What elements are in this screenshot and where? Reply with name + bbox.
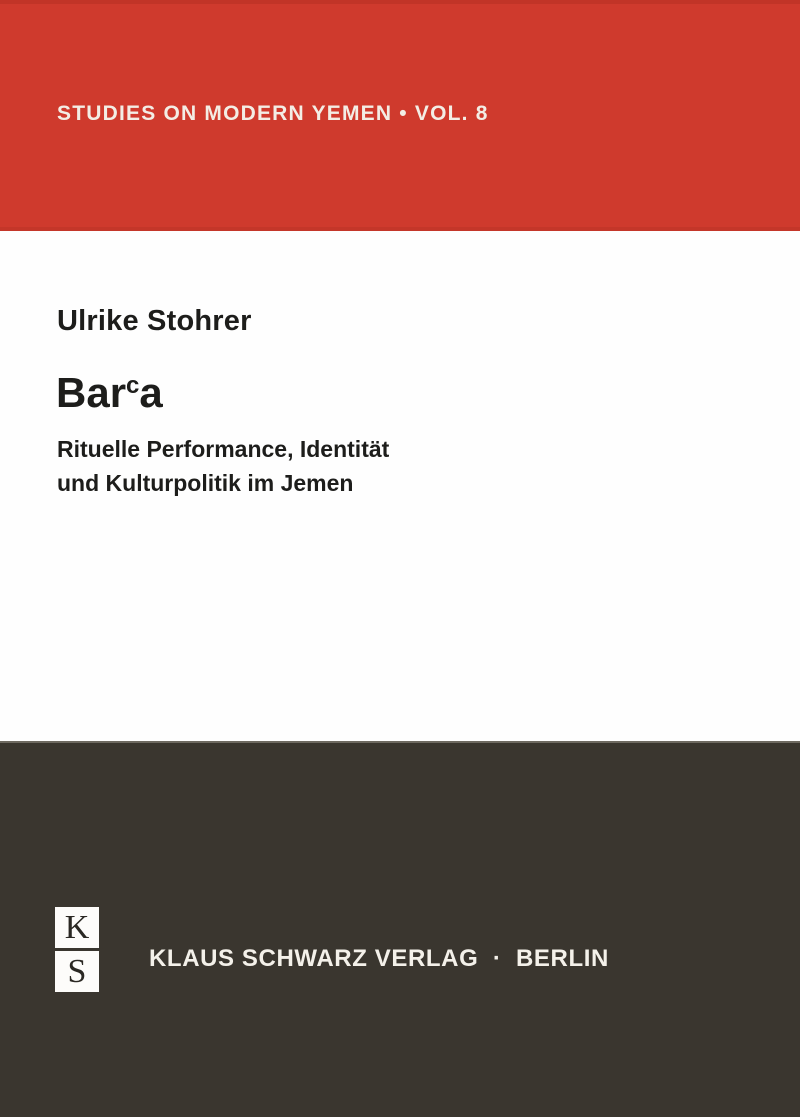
author-name: Ulrike Stohrer [57,305,252,337]
publisher-logo [55,907,99,995]
title-suffix: a [139,369,163,416]
subtitle [57,432,389,500]
subtitle-line-1: Rituelle Performance, Identität [57,436,390,462]
logo-square-s [55,951,99,992]
logo-letter-k: K [64,908,90,946]
book-title [56,363,163,416]
title-prefix: Bar [56,369,127,416]
series-label: STUDIES ON MODERN YEMEN • VOL. 8 [57,102,489,125]
logo-square-k [55,907,99,948]
publisher-band [0,741,800,1117]
title-superscript: c [126,372,140,399]
series-band [0,0,800,231]
logo-letter-s: S [67,952,87,990]
publisher-name: KLAUS SCHWARZ VERLAG · BERLIN [149,945,609,972]
subtitle-line-2: und Kulturpolitik im Jemen [57,470,354,496]
